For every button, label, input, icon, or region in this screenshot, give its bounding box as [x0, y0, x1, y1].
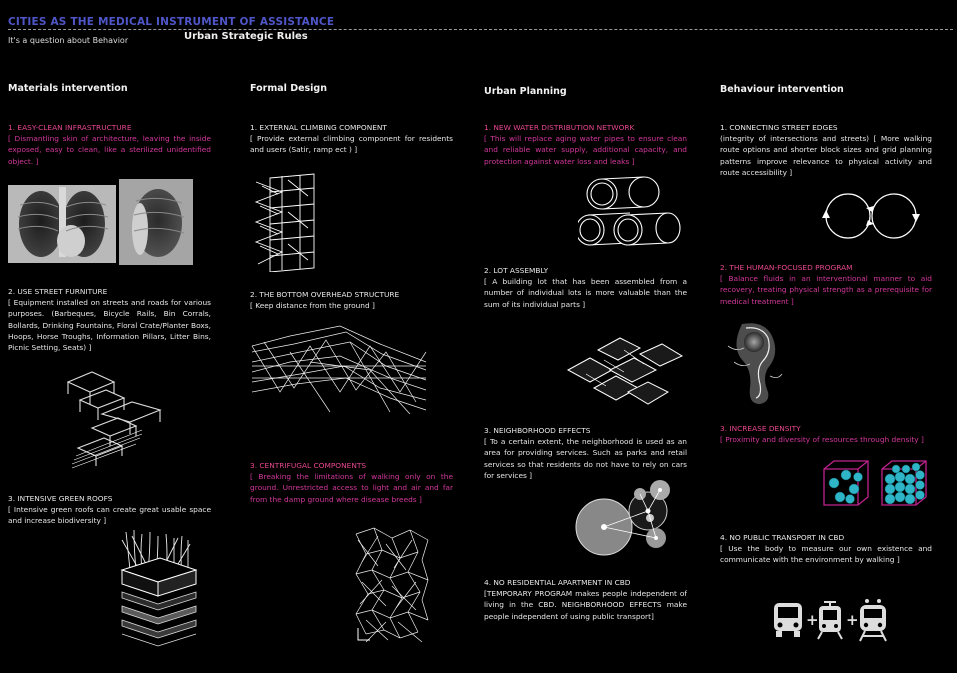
item-body: [ A building lot that has been assembled from a number of individual lots is more valuable than the sum of its individual parts ] — [484, 277, 687, 309]
item-title: 4. NO PUBLIC TRANSPORT IN CBD — [720, 533, 845, 542]
item-title: 1. CONNECTING STREET EDGES — [720, 123, 838, 132]
materials-item-2 — [8, 286, 211, 353]
formal-item-1 — [250, 122, 453, 156]
item-title: 2. THE BOTTOM OVERHEAD STRUCTURE — [250, 290, 400, 299]
behaviour-item-1 — [720, 122, 932, 178]
poster-subtitle: It's a question about Behavior — [8, 36, 129, 45]
bus-icon — [772, 601, 804, 639]
item-title: 4. NO RESIDENTIAL APARTMENT IN CBD — [484, 578, 631, 587]
item-title: 1. EASY-CLEAN INFRASTRUCTURE — [8, 123, 132, 132]
human-focused-program-illustration — [724, 318, 786, 406]
item-body: [TEMPORARY PROGRAM makes people independent of living in the CBD. NEIGHBORHOOD EFFECTS make people independent of using public transport] — [484, 589, 687, 621]
formal-item-2 — [250, 289, 453, 311]
behaviour-item-3 — [720, 423, 945, 445]
column-heading-behaviour: Behaviour intervention — [720, 84, 844, 95]
item-title: 3. NEIGHBORHOOD EFFECTS — [484, 426, 591, 435]
xray-image — [8, 179, 194, 265]
item-body: [ Balance fluids in an interventional manner to aid recovery, treating physical strength as a prerequisite for medical treatment ] — [720, 274, 932, 306]
behaviour-item-4 — [720, 532, 932, 566]
section-title: Urban Strategic Rules — [184, 31, 308, 42]
item-body: [ Keep distance from the ground ] — [250, 301, 375, 311]
train-icon — [857, 598, 889, 642]
item-title: 3. CENTRIFUGAL COMPONENTS — [250, 461, 367, 470]
centrifugal-components-illustration — [352, 526, 432, 644]
poster-title: CITIES AS THE MEDICAL INSTRUMENT OF ASSISTANCE — [8, 16, 335, 28]
column-heading-materials: Materials intervention — [8, 83, 128, 94]
item-title: 2. THE HUMAN-FOCUSED PROGRAM — [720, 263, 853, 272]
item-body: [ Equipment installed on streets and roads for various purposes. (Barbeques, Bicycle Rails, Bin Corrals, Bollards, Drinking Fountains, Floral Crate/Planter Boxs, Hoops, Horse Troughs, Information Pillars, Litter Bins, Picnic Setting, Seats) ] — [8, 298, 211, 353]
overhead-structure-illustration — [250, 322, 428, 418]
item-body: (integrity of intersections and streets) [ More walking route options and shorter block sizes and grid planning patterns improve relevance to physical activity and route accessibility ] — [720, 134, 932, 177]
climbing-component-illustration — [252, 172, 318, 272]
plus-sign: + — [806, 611, 819, 629]
street-furniture-illustration — [62, 368, 166, 478]
column-heading-formal: Formal Design — [250, 83, 327, 94]
behaviour-item-2 — [720, 262, 932, 307]
item-body: [ Provide external climbing component for residents and users (Satir, ramp ect ) ] — [250, 134, 453, 155]
item-title: 2. USE STREET FURNITURE — [8, 287, 108, 296]
water-pipes-illustration — [578, 175, 682, 249]
item-body: [ Proximity and diversity of resources through density ] — [720, 435, 924, 445]
item-title: 3. INTENSIVE GREEN ROOFS — [8, 494, 113, 503]
item-body: [ To a certain extent, the neighborhood is used as an area for providing services. Such as parks and retail services so that residents do not have to rely on cars for services ] — [484, 437, 687, 480]
item-body: [ This will replace aging water pipes to ensure clean and reliable water supply, additional capacity, and protection against water loss and leaks ] — [484, 134, 687, 166]
urban-item-2 — [484, 265, 687, 310]
tram-icon — [816, 600, 844, 640]
materials-item-1 — [8, 122, 211, 167]
neighborhood-effects-illustration — [574, 478, 674, 560]
lot-assembly-illustration — [564, 330, 686, 410]
formal-item-3 — [250, 460, 453, 505]
connecting-street-edges-icon — [822, 188, 920, 244]
item-body: [ Breaking the limitations of walking only on the ground. Unrestricted access to light and air and far from the damp ground where disease breeds ] — [250, 472, 453, 504]
header-divider — [8, 29, 953, 30]
urban-item-4 — [484, 577, 687, 622]
item-title: 3. INCREASE DENSITY — [720, 424, 801, 433]
increase-density-illustration — [820, 459, 932, 507]
item-body: [ Dismantling skin of architecture, leaving the inside exposed, easy to clean, like a sterilized unidentified object. ] — [8, 134, 211, 166]
item-body: [ Intensive green roofs can create great usable space and increase biodiversity ] — [8, 505, 211, 526]
green-roof-illustration — [118, 530, 200, 648]
column-heading-urban: Urban Planning — [484, 86, 567, 97]
plus-sign: + — [846, 611, 859, 629]
urban-item-1 — [484, 122, 687, 167]
materials-item-3 — [8, 493, 211, 527]
urban-item-3 — [484, 425, 687, 481]
item-body: [ Use the body to measure our own existence and communicate with the environment by walking ] — [720, 544, 932, 565]
item-title: 2. LOT ASSEMBLY — [484, 266, 549, 275]
item-title: 1. NEW WATER DISTRIBUTION NETWORK — [484, 123, 635, 132]
item-title: 1. EXTERNAL CLIMBING COMPONENT — [250, 123, 387, 132]
